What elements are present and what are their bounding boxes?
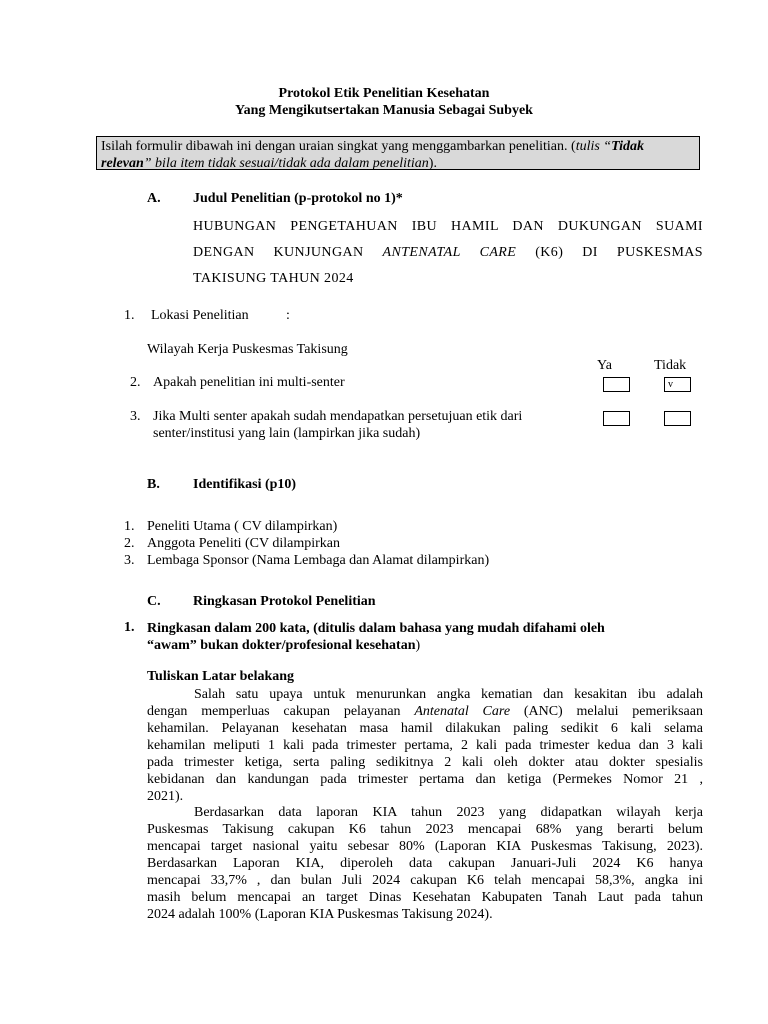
section-a-heading: Judul Penelitian (p-protokol no 1)*	[193, 191, 403, 206]
background-paragraph-1: Salah satu upaya untuk menurunkan angka kematian dan kesakitan ibu adalah dengan memperluas cakupan pelayanan Antenatal Care (ANC) melalui pemeriksaan kehamilan. Pelayanan kesehatan masa hamil dilakukan paling sedikit 6 kali selama kehamilan meliputi 1 kali pada trimester pertama, 2 kali pada trimester kedua dan 3 kali pada trimester ketiga, serta paling sedikitnya 2 kali oleh dokter atau dokter spesialis kebidanan dan kandungan pada trimester pertama dan ketiga (Permekes Nomor 21 , 2021).	[147, 687, 703, 804]
list-item: 1. Peneliti Utama ( CV dilampirkan)	[124, 519, 338, 534]
question-2-tidak-checkbox[interactable]: v	[664, 377, 691, 392]
research-title: HUBUNGAN PENGETAHUAN IBU HAMIL DAN DUKUNGAN SUAMI DENGAN KUNJUNGAN ANTENATAL CARE (K6) DI PUSKESMAS TAKISUNG TAHUN 2024	[193, 219, 703, 286]
question-2-text: Apakah penelitian ini multi-senter	[153, 375, 345, 390]
tidak-header: Tidak	[654, 358, 687, 373]
question-3-text-line1: Jika Multi senter apakah sudah mendapatkan persetujuan etik dari	[153, 409, 523, 424]
location-colon: :	[286, 308, 290, 323]
location-number: 1.	[124, 308, 135, 323]
question-3-number: 3.	[130, 409, 141, 424]
section-c-letter: C.	[147, 594, 161, 609]
question-2-ya-checkbox[interactable]	[603, 377, 630, 392]
question-3-ya-checkbox[interactable]	[603, 411, 630, 426]
summary-item-number: 1.	[124, 620, 135, 635]
section-b-heading: Identifikasi (p10)	[193, 477, 297, 492]
summary-instruction: Ringkasan dalam 200 kata, (ditulis dalam bahasa yang mudah difahami oleh “awam” bukan dokter/profesional kesehatan)	[147, 621, 605, 653]
background-paragraph-2: Berdasarkan data laporan KIA tahun 2023 yang didapatkan wilayah kerja Puskesmas Takisung cakupan K6 tahun 2023 mencapai 68% yang berarti belum mencapai target nasional yaitu sebesar 80% (Laporan KIA Puskesmas Takisung, 2023). Berdasarkan Laporan KIA, diperoleh data cakupan Januari-Juli 2024 K6 hanya mencapai 33,7% , dan bulan Juli 2024 cakupan K6 telah mencapai 58,3%, angka ini masih belum mencapai an target Dinas Kesehatan Kabupaten Tanah Laut pada tahun 2024 adalah 100% (Laporan KIA Puskesmas Takisung 2024).	[147, 805, 703, 922]
list-item: 2. Anggota Peneliti (CV dilampirkan	[124, 536, 340, 551]
list-item: 3. Lembaga Sponsor (Nama Lembaga dan Alamat dilampirkan)	[124, 553, 490, 568]
question-3-tidak-checkbox[interactable]	[664, 411, 691, 426]
background-heading: Tuliskan Latar belakang	[147, 669, 295, 684]
identification-list	[124, 518, 489, 569]
section-b-letter: B.	[147, 477, 160, 492]
document-title: Protokol Etik Penelitian Kesehatan	[278, 86, 490, 101]
document-subtitle: Yang Mengikutsertakan Manusia Sebagai Subyek	[235, 103, 533, 118]
ya-header: Ya	[597, 358, 612, 373]
location-label: Lokasi Penelitian	[151, 308, 249, 323]
location-value: Wilayah Kerja Puskesmas Takisung	[147, 342, 348, 357]
section-a-letter: A.	[147, 191, 161, 206]
question-3-text-line2: senter/institusi yang lain (lampirkan jika sudah)	[153, 426, 421, 441]
instruction-text: Isilah formulir dibawah ini dengan uraian singkat yang menggambarkan penelitian. (	[101, 139, 576, 154]
instruction-box: Isilah formulir dibawah ini dengan uraian singkat yang menggambarkan penelitian. (tulis “Tidak relevan” bila item tidak sesuai/tidak ada dalam penelitian).	[96, 136, 700, 170]
section-c-heading: Ringkasan Protokol Penelitian	[193, 594, 376, 609]
question-2-number: 2.	[130, 375, 141, 390]
